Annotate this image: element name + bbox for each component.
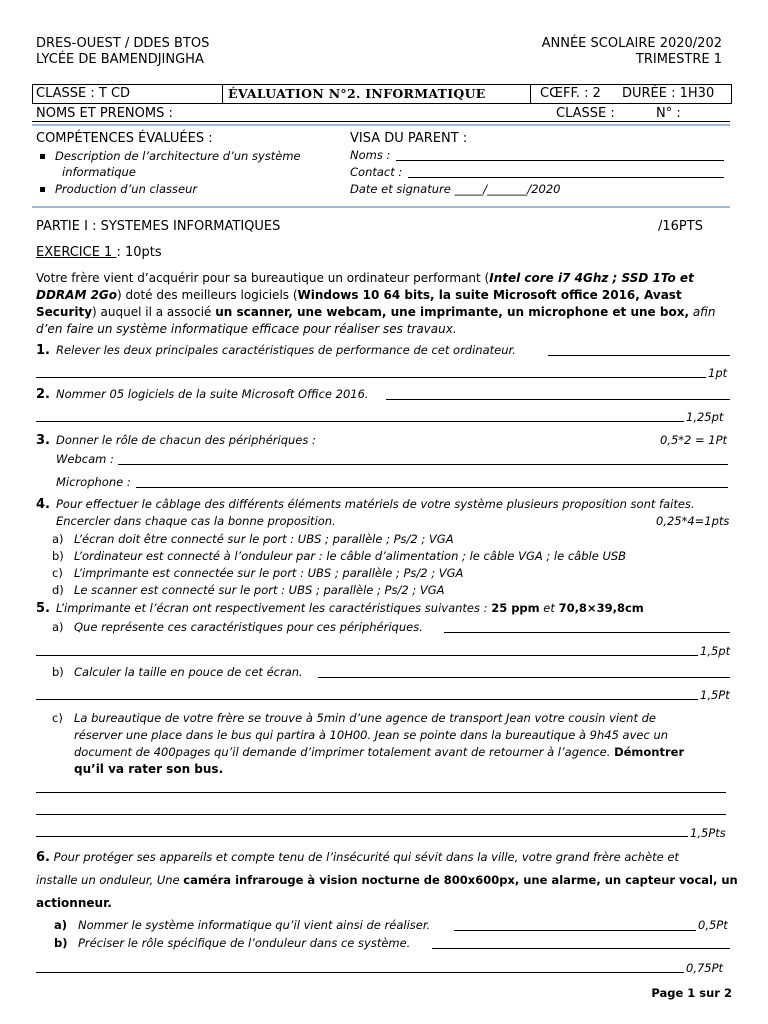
q4a-text: L’écran doit être connecté sur le port : UBS ; parallèle ; Ps/2 ; VGA (74, 532, 454, 546)
noms-prenoms-label: NOMS ET PRENOMS : (36, 106, 173, 121)
bullet-icon (40, 187, 45, 192)
q5c-answer-line-1[interactable] (36, 792, 726, 793)
q5a-label: a) (52, 620, 64, 634)
q5b-text: Calculer la taille en pouce de cet écran. (74, 665, 303, 679)
q5c-line-2: réserver une place dans le bus qui partira à 10H00. Jean se pointe dans la bureautique à 9h45 avec un (74, 728, 669, 742)
q5c-answer-line-2[interactable] (36, 814, 726, 815)
q6-line-3: actionneur. (36, 896, 112, 910)
q4a-label: a) (52, 532, 64, 546)
q6b-text: Préciser le rôle spécifique de l’onduleur dans ce système. (78, 936, 411, 950)
q3-text: Donner le rôle de chacun des périphériques : (56, 433, 316, 447)
exercice-title: EXERCICE 1 : 10pts (36, 245, 162, 260)
q1-text: Relever les deux principales caractéristiques de performance de cet ordinateur. (56, 343, 516, 357)
q4-text-1: Pour effectuer le câblage des différents éléments matériels de votre système plusieurs proposition sont faites. (56, 497, 695, 511)
q4-text-2: Encercler dans chaque cas la bonne proposition. (56, 514, 336, 528)
q5-number: 5. (36, 601, 50, 616)
q1-points: 1pt (708, 366, 728, 380)
q2-text: Nommer 05 logiciels de la suite Microsoft Office 2016. (56, 387, 369, 401)
visa-title: VISA DU PARENT : (350, 131, 468, 146)
coeff-label: CŒFF. : 2 (540, 86, 601, 101)
lycee-label: LYCÉE DE BAMENDJINGHA (36, 52, 204, 67)
q5c-answer-line-3[interactable] (36, 836, 688, 837)
q5b-answer-line-1[interactable] (318, 677, 730, 678)
q5c-points: 1,5Pts (690, 826, 726, 840)
title-sep-2 (530, 84, 531, 103)
q6b-label: b) (54, 936, 68, 950)
q3-number: 3. (36, 433, 50, 448)
q5-text: L’imprimante et l’écran ont respectivement les caractéristiques suivantes : 25 ppm et 70,8×39,8cm (56, 601, 644, 615)
competence-item-1: Description de l’architecture d’un système (40, 149, 301, 163)
competence-item-2: Production d’un classeur (40, 182, 197, 196)
q2-answer-line-2[interactable] (36, 421, 684, 422)
q6a-answer-line[interactable] (454, 930, 696, 931)
evaluation-title: ÉVALUATION N°2. INFORMATIQUE (228, 86, 486, 101)
trimestre-label: TRIMESTRE 1 (635, 52, 722, 67)
q6b-answer-line-2[interactable] (36, 972, 684, 973)
bullet-icon (40, 154, 45, 159)
q1-answer-line-1[interactable] (548, 355, 730, 356)
q6b-answer-line-1[interactable] (432, 948, 730, 949)
classe-field-label: CLASSE : (556, 106, 615, 121)
annee-label: ANNÉE SCOLAIRE 2020/202 (541, 36, 722, 51)
q4d-label: d) (52, 583, 64, 597)
intro-paragraph: Votre frère vient d’acquérir pour sa bureautique un ordinateur performant (Intel core i7 4Ghz ; SSD 1To et DDRAM 2Go) doté des meilleurs logiciels (Windows 10 64 bits, la suite Microsoft office 2016, Avast Security) auquel il a associé un scanner, une webcam, une imprimante, un microphone et une box, afin d’en faire un système informatique efficace pour réaliser ses travaux. (36, 271, 716, 336)
q5c-line-3: document de 400pages qu’il demande d’imprimer totalement avant de retourner à l’agence. Démontrer (74, 745, 685, 759)
q5b-label: b) (52, 665, 64, 679)
competence-item-1-cont: informatique (62, 165, 136, 179)
title-sep-1 (222, 84, 223, 103)
q3-micro-label: Microphone : (56, 475, 131, 489)
q6-line-1: 6. Pour protéger ses appareils et compte tenu de l’insécurité qui sévit dans la ville, votre grand frère achète et (36, 850, 679, 865)
q6a-text: Nommer le système informatique qu’il vient ainsi de réaliser. (78, 918, 431, 932)
q5a-points: 1,5pt (700, 644, 731, 658)
q1-number: 1. (36, 343, 50, 358)
q5c-line-1: La bureautique de votre frère se trouve à 5min d’une agence de transport Jean votre cousin vient de (74, 711, 656, 725)
q6b-points: 0,75Pt (686, 961, 724, 975)
q2-number: 2. (36, 387, 50, 402)
q4c-text: L’imprimante est connectée sur le port : UBS ; parallèle ; Ps/2 ; VGA (74, 566, 464, 580)
q4-number: 4. (36, 497, 50, 512)
page-number: Page 1 sur 2 (651, 986, 732, 1000)
visa-date-label: Date et signature _____/_______/2020 (350, 182, 561, 196)
visa-contact-line[interactable] (408, 177, 724, 178)
q5c-line-4: qu’il va rater son bus. (74, 762, 224, 776)
q6a-points: 0,5Pt (698, 918, 728, 932)
numero-label: N° : (656, 106, 681, 121)
competences-title: COMPÉTENCES ÉVALUÉES : (36, 131, 213, 146)
visa-contact-label: Contact : (350, 165, 403, 179)
dres-label: DRES-OUEST / DDES BTOS (36, 36, 210, 51)
blue-divider-1 (32, 124, 730, 126)
q1-answer-line-2[interactable] (36, 377, 706, 378)
q3-micro-line[interactable] (136, 487, 728, 488)
q4c-label: c) (52, 566, 63, 580)
q5a-text: Que représente ces caractéristiques pour ces périphériques. (74, 620, 423, 634)
q4d-text: Le scanner est connecté sur le port : UBS ; parallèle ; Ps/2 ; VGA (74, 583, 445, 597)
visa-noms-label: Noms : (350, 148, 391, 162)
q5b-answer-line-2[interactable] (36, 699, 698, 700)
q3-points: 0,5*2 = 1Pt (660, 433, 728, 447)
q4b-label: b) (52, 549, 64, 563)
duree-label: DURÉE : 1H30 (622, 86, 715, 101)
q6-line-2: installe un onduleur, Une caméra infrarouge à vision nocturne de 800x600px, une alarme, un capteur vocal, un (36, 873, 738, 887)
partie-title: PARTIE I : SYSTEMES INFORMATIQUES (36, 219, 281, 234)
classe-value: CLASSE : T CD (36, 86, 131, 101)
partie-points: /16PTS (658, 219, 703, 234)
q5c-label: c) (52, 711, 63, 725)
q2-points: 1,25pt (686, 410, 724, 424)
q6a-label: a) (54, 918, 68, 932)
blue-divider-2 (32, 206, 730, 208)
q5b-points: 1,5Pt (700, 688, 730, 702)
q4-points: 0,25*4=1pts (656, 514, 730, 528)
q2-answer-line-1[interactable] (386, 399, 730, 400)
q5a-answer-line-2[interactable] (36, 655, 698, 656)
names-underline (32, 121, 730, 122)
q4b-text: L’ordinateur est connecté à l’onduleur par : le câble d’alimentation ; le câble VGA ; le câble USB (74, 549, 627, 563)
q5a-answer-line-1[interactable] (444, 632, 730, 633)
visa-noms-line[interactable] (396, 160, 724, 161)
q3-webcam-label: Webcam : (56, 452, 114, 466)
q3-webcam-line[interactable] (118, 464, 728, 465)
